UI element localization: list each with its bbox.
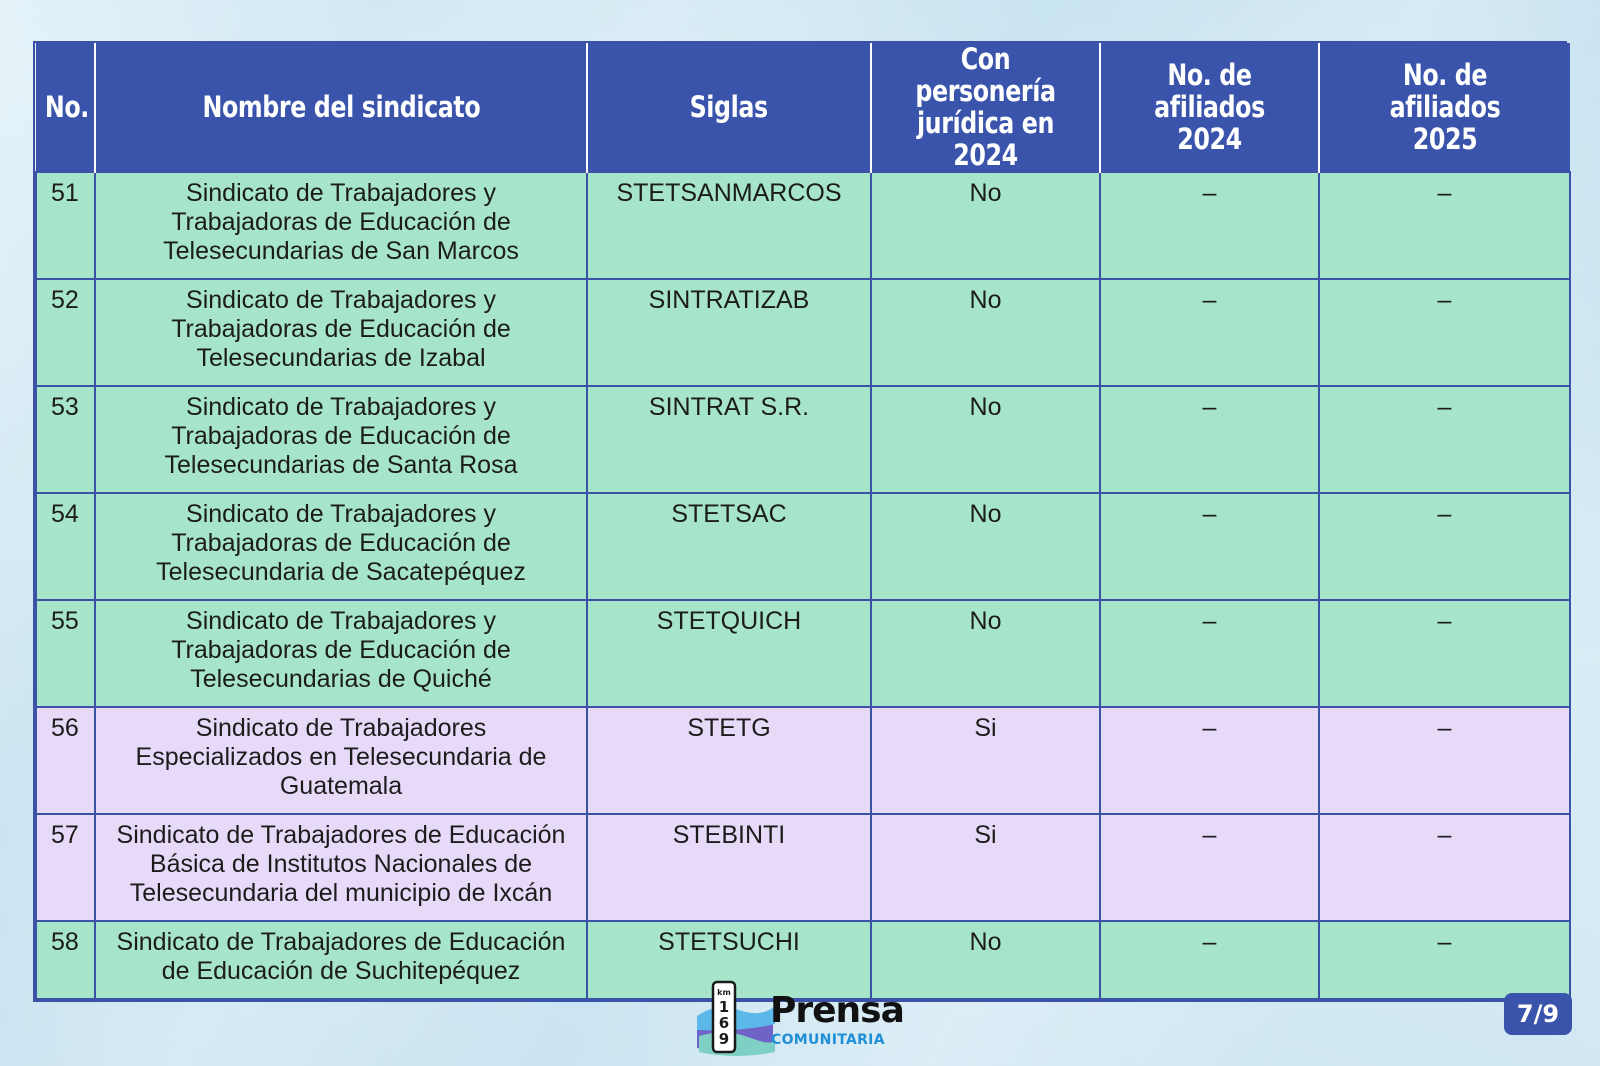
cell-afiliados-2025: – [1319,172,1570,279]
cell-no: 51 [36,172,95,279]
cell-afiliados-2025: – [1319,493,1570,600]
cell-siglas: SINTRATIZAB [587,279,871,386]
cell-afiliados-2024: – [1100,172,1319,279]
cell-no: 58 [36,921,95,999]
header-personeria: Con personería jurídica en 2024 [871,43,1100,172]
table-row [36,600,1570,707]
cell-afiliados-2025: – [1319,921,1570,999]
cell-siglas: STETG [587,707,871,814]
cell-afiliados-2024: – [1100,493,1319,600]
cell-name: Sindicato de Trabajadores de Educación Básica de Institutos Nacionales de Telesecundaria del municipio de Ixcán [95,814,587,921]
table-row [36,493,1570,600]
svg-text:1: 1 [718,998,730,1016]
cell-siglas: SINTRAT S.R. [587,386,871,493]
cell-siglas: STETQUICH [587,600,871,707]
table-row [36,707,1570,814]
cell-no: 56 [36,707,95,814]
cell-afiliados-2025: – [1319,386,1570,493]
header-name: Nombre del sindicato [95,43,587,172]
table-row [36,172,1570,279]
table-header-row [36,43,1570,172]
table-row [36,386,1570,493]
table-row [36,814,1570,921]
unions-table-container [33,41,1567,1002]
cell-afiliados-2025: – [1319,814,1570,921]
svg-text:km: km [717,988,731,997]
cell-no: 57 [36,814,95,921]
cell-personeria: Si [871,707,1100,814]
cell-name: Sindicato de Trabajadores y Trabajadoras de Educación de Telesecundarias de Quiché [95,600,587,707]
cell-afiliados-2024: – [1100,386,1319,493]
cell-no: 52 [36,279,95,386]
cell-afiliados-2024: – [1100,600,1319,707]
cell-afiliados-2025: – [1319,600,1570,707]
header-afiliados-2025: No. de afiliados 2025 [1319,43,1570,172]
header-siglas: Siglas [587,43,871,172]
table-row [36,279,1570,386]
cell-afiliados-2025: – [1319,279,1570,386]
cell-afiliados-2024: – [1100,279,1319,386]
cell-siglas: STETSANMARCOS [587,172,871,279]
cell-personeria: No [871,172,1100,279]
cell-name: Sindicato de Trabajadores y Trabajadoras de Educación de Telesecundarias de Izabal [95,279,587,386]
cell-afiliados-2025: – [1319,707,1570,814]
cell-siglas: STETSUCHI [587,921,871,999]
cell-name: Sindicato de Trabajadores y Trabajadoras de Educación de Telesecundarias de San Marcos [95,172,587,279]
cell-name: Sindicato de Trabajadores y Trabajadoras de Educación de Telesecundaria de Sacatepéquez [95,493,587,600]
page-indicator-badge: 7/9 [1504,993,1572,1035]
cell-personeria: No [871,921,1100,999]
header-afiliados-2024: No. de afiliados 2024 [1100,43,1319,172]
cell-siglas: STETSAC [587,493,871,600]
cell-name: Sindicato de Trabajadores de Educación de Educación de Suchitepéquez [95,921,587,999]
cell-personeria: No [871,279,1100,386]
brand-subtitle: COMUNITARIA [771,1032,885,1048]
cell-no: 53 [36,386,95,493]
brand-name: Prensa [770,990,904,1031]
cell-name: Sindicato de Trabajadores y Trabajadoras de Educación de Telesecundarias de Santa Rosa [95,386,587,493]
cell-afiliados-2024: – [1100,921,1319,999]
cell-personeria: Si [871,814,1100,921]
cell-no: 55 [36,600,95,707]
cell-personeria: No [871,386,1100,493]
unions-table [35,43,1571,1000]
cell-siglas: STEBINTI [587,814,871,921]
cell-personeria: No [871,600,1100,707]
svg-text:6: 6 [718,1014,730,1032]
cell-afiliados-2024: – [1100,707,1319,814]
cell-name: Sindicato de Trabajadores Especializados en Telesecundaria de Guatemala [95,707,587,814]
svg-text:9: 9 [718,1030,730,1048]
cell-personeria: No [871,493,1100,600]
cell-afiliados-2024: – [1100,814,1319,921]
header-no: No. [36,43,95,172]
cell-no: 54 [36,493,95,600]
